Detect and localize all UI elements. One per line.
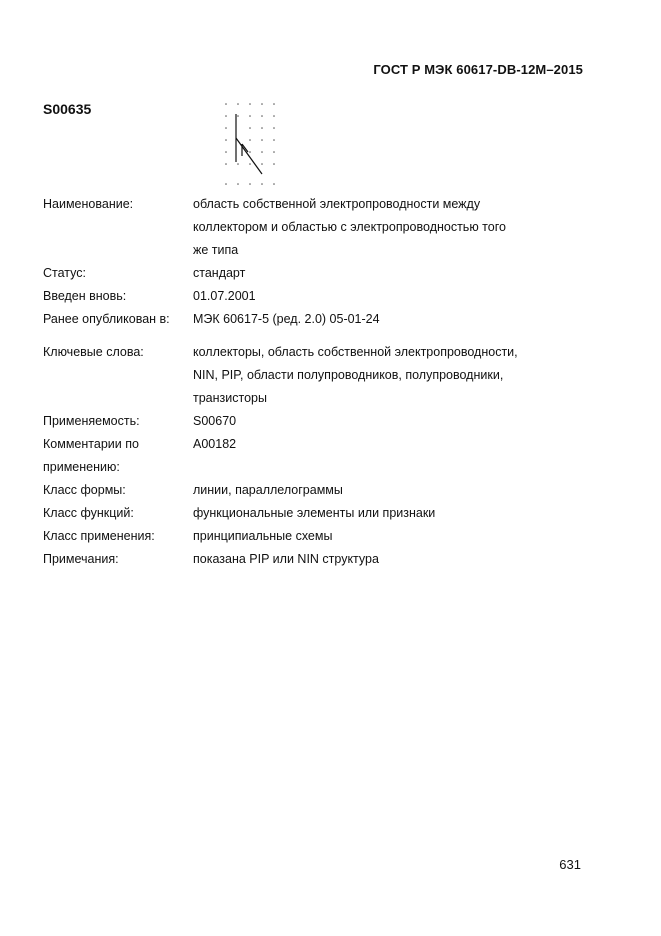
value-line: NIN, PIP, области полупроводников, полупроводники,: [193, 368, 504, 382]
field-label: Класс функций:: [43, 506, 134, 520]
field-previously-published: [43, 308, 563, 331]
field-value: стандарт: [193, 266, 246, 280]
field-value: [193, 341, 563, 410]
field-label: Класс формы:: [43, 483, 126, 497]
field-label: Применяемость:: [43, 414, 140, 428]
value-line: транзисторы: [193, 391, 267, 405]
field-value: функциональные элементы или признаки: [193, 506, 436, 520]
page-number: 631: [559, 857, 581, 872]
value-line: коллектором и областью с электропроводностью того: [193, 220, 506, 234]
symbol-id: S00635: [43, 101, 92, 117]
field-application-class: [43, 525, 563, 548]
field-application-comments: [43, 433, 563, 479]
label-line: Комментарии по: [43, 437, 139, 451]
field-status: [43, 262, 563, 285]
field-function-class: [43, 502, 563, 525]
field-value: S00670: [193, 414, 237, 428]
field-value: МЭК 60617-5 (ред. 2.0) 05-01-24: [193, 312, 380, 326]
field-label: Введен вновь:: [43, 289, 127, 303]
symbol-lines: [236, 114, 262, 174]
field-label: [43, 433, 193, 479]
symbol-figure: [218, 98, 282, 192]
standard-code: ГОСТ Р МЭК 60617-DB-12M–2015: [373, 62, 583, 77]
field-value: принципиальные схемы: [193, 529, 333, 543]
field-label: Примечания:: [43, 552, 119, 566]
field-introduced: [43, 285, 563, 308]
symbol-properties: [43, 193, 563, 571]
field-value: A00182: [193, 437, 237, 451]
field-value: показана PIP или NIN структура: [193, 552, 379, 566]
value-line: область собственной электропроводности между: [193, 197, 481, 211]
field-label: Статус:: [43, 266, 86, 280]
grid-dots: [225, 103, 275, 185]
field-value: 01.07.2001: [193, 289, 256, 303]
field-value: линии, параллелограммы: [193, 483, 343, 497]
field-value: [193, 193, 563, 262]
field-shape-class: [43, 479, 563, 502]
field-keywords: [43, 341, 563, 410]
label-line: применению:: [43, 460, 120, 474]
field-label: Ранее опубликован в:: [43, 312, 170, 326]
field-applicability: [43, 410, 563, 433]
field-notes: [43, 548, 563, 571]
field-label: Ключевые слова:: [43, 345, 144, 359]
field-label: Наименование:: [43, 197, 134, 211]
field-name: [43, 193, 563, 262]
field-label: Класс применения:: [43, 529, 155, 543]
value-line: же типа: [193, 243, 239, 257]
value-line: коллекторы, область собственной электропроводности,: [193, 345, 518, 359]
